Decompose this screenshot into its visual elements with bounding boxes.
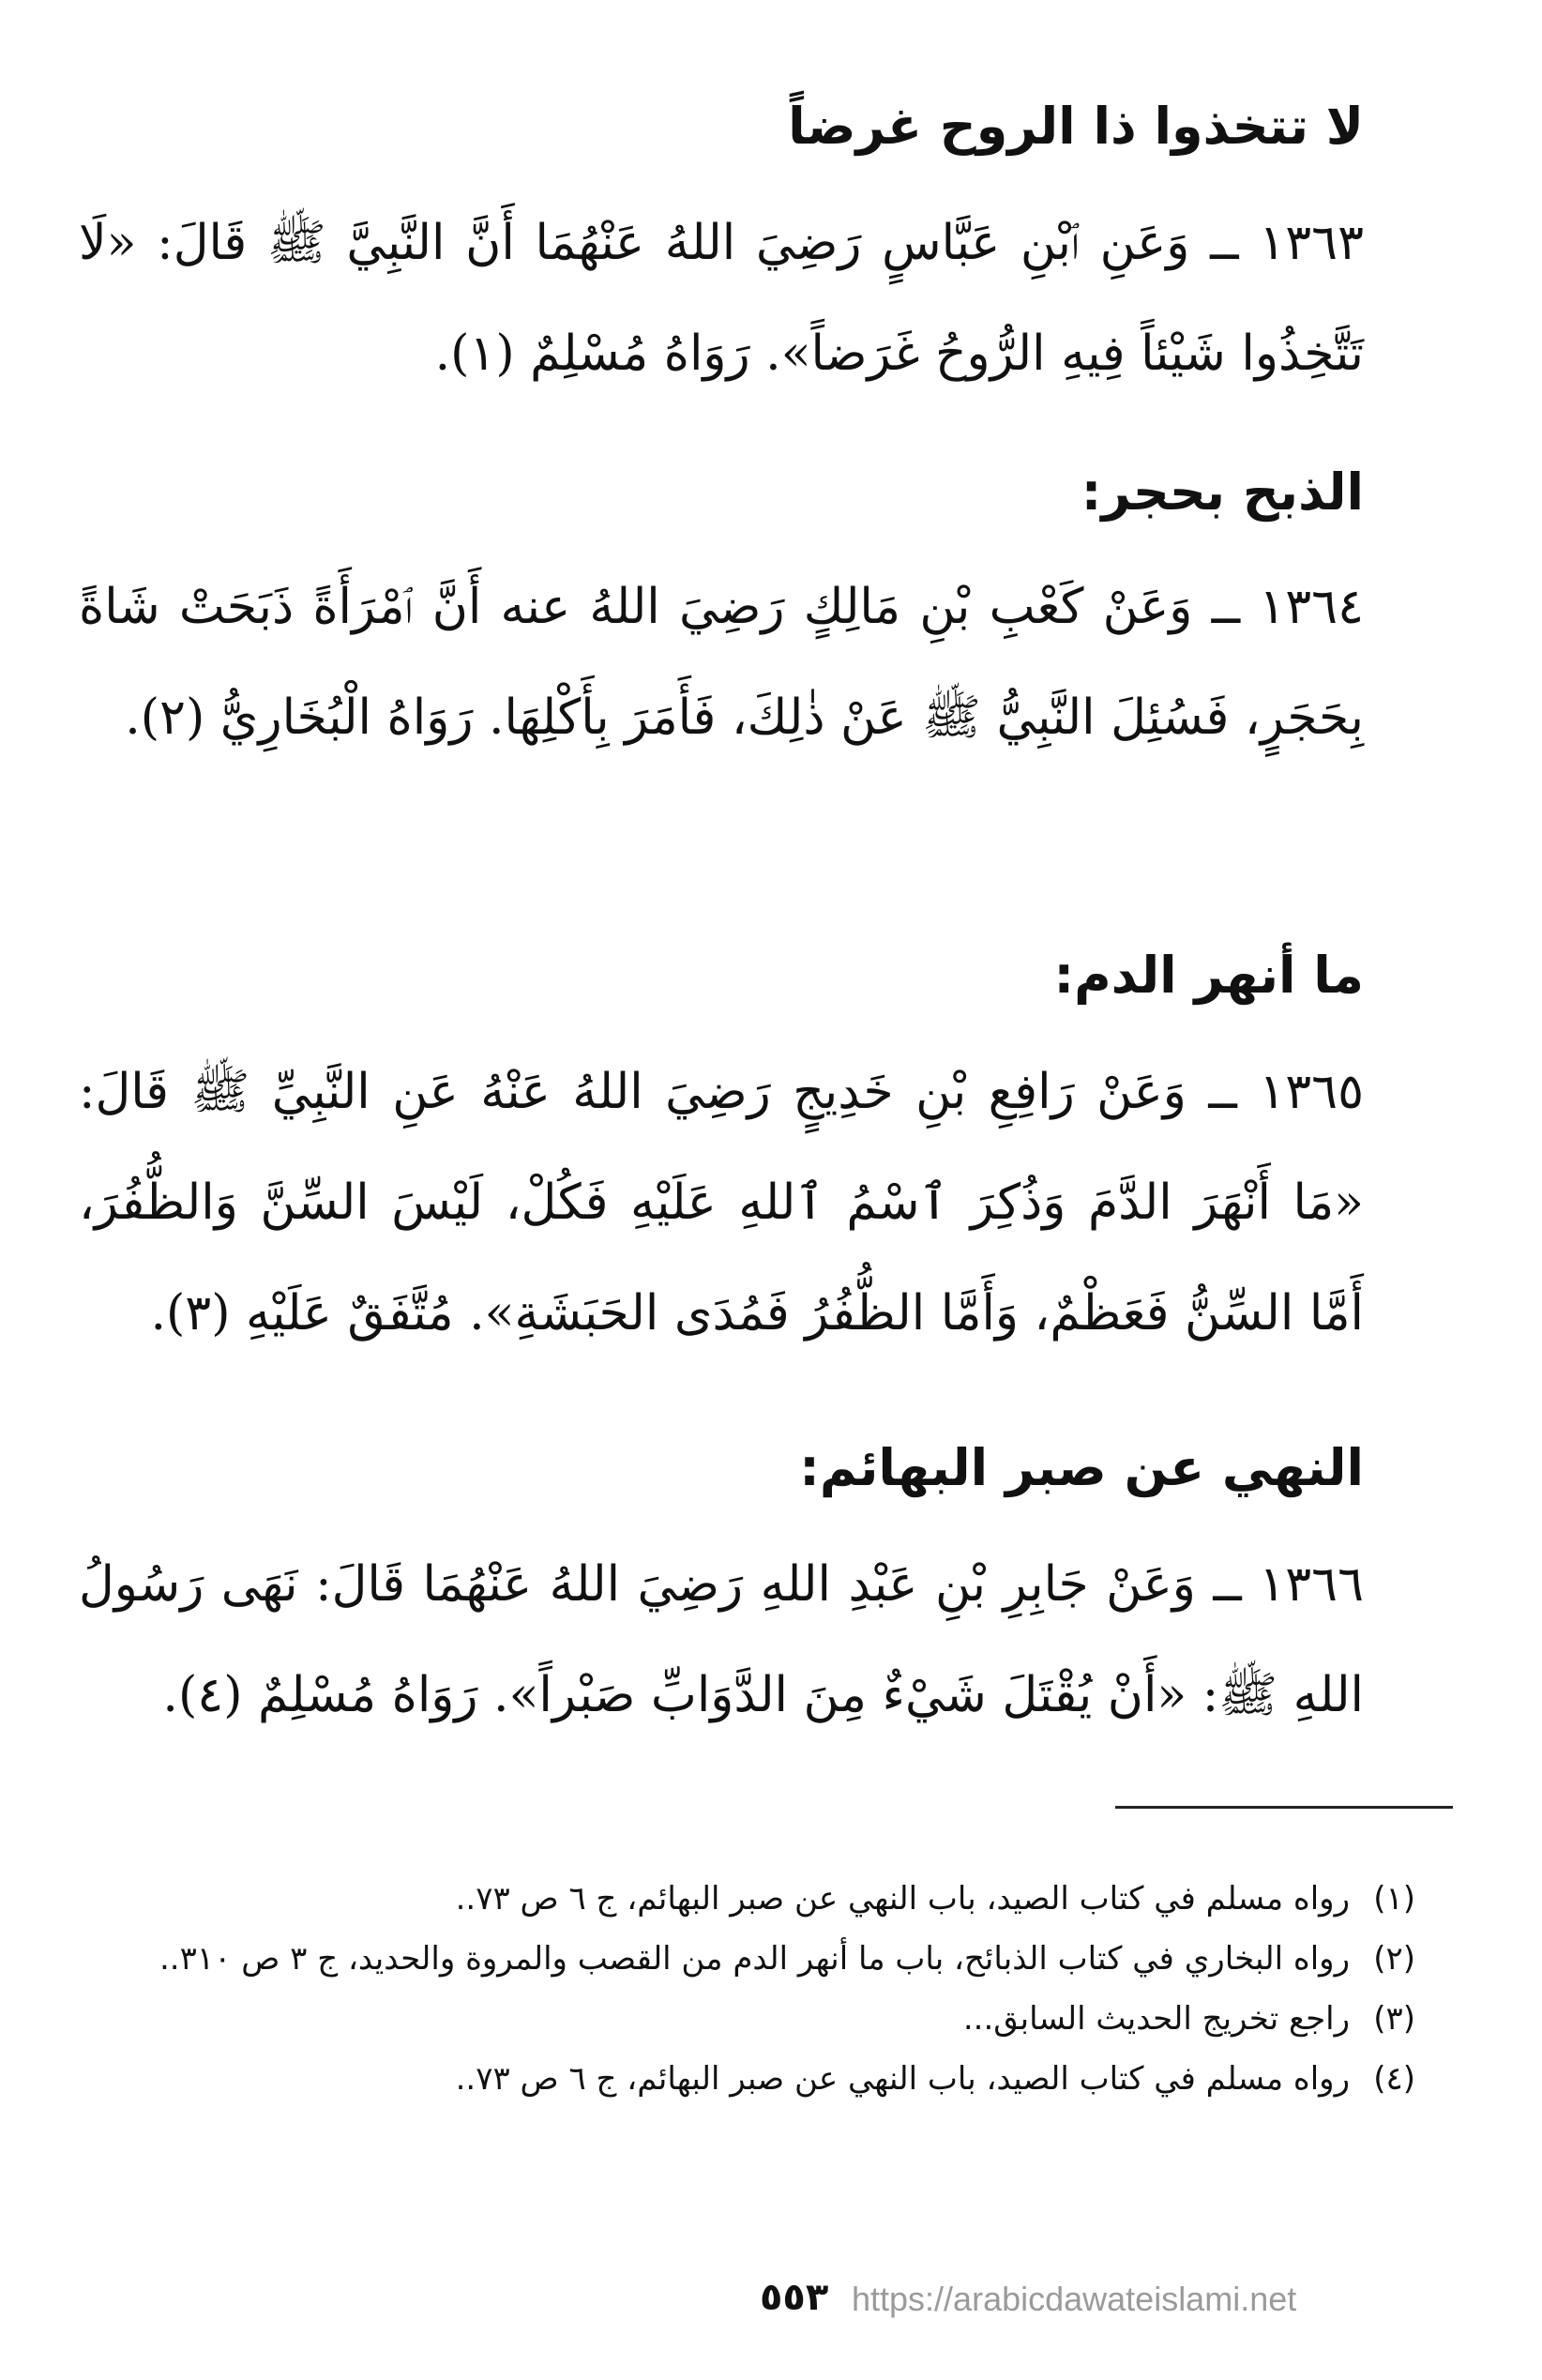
hadith-1364 [79,552,1364,773]
footnote-item [83,1872,1415,1926]
section-heading-slaughter-with-stone: الذبح بحجر: [1081,462,1364,522]
footnote-number: (٣) [1373,2000,1415,2038]
hadith-1363 [79,188,1364,409]
footnote-text: رواه مسلم في كتاب الصيد، باب النهي عن صبر البهائم، ج ٦ ص ٧٣.. [455,2060,1350,2098]
footnote-separator [1115,1806,1453,1809]
hadith-text: ١٣٦٣ ــ وَعَنِ ٱبْنِ عَبَّاسٍ رَضِيَ اللهُ عَنْهُمَا أَنَّ النَّبِيَّ ﷺ قَالَ: «لَا تَتَّخِذُوا شَيْئاً فِيهِ الرُّوحُ غَرَضاً». رَوَاهُ مُسْلِمٌ (١). [79,215,1364,382]
footnote-text: رواه البخاري في كتاب الذبائح، باب ما أنهر الدم من القصب والمروة والحديد، ج ٣ ص ٣١٠.. [159,1940,1350,1978]
hadith-text: ١٣٦٤ ــ وَعَنْ كَعْبِ بْنِ مَالِكٍ رَضِيَ اللهُ عنه أَنَّ ٱمْرَأَةً ذَبَحَتْ شَاةً بِحَجَرٍ، فَسُئِلَ النَّبِيُّ ﷺ عَنْ ذٰلِكَ، فَأَمَرَ بِأَكْلِهَا. رَوَاهُ الْبُخَارِيُّ (٢). [79,579,1364,746]
hadith-text: ١٣٦٥ ــ وَعَنْ رَافِعِ بْنِ خَدِيجٍ رَضِيَ اللهُ عَنْهُ عَنِ النَّبِيِّ ﷺ قَالَ: «مَا أَنْهَرَ الدَّمَ وَذُكِرَ ٱسْمُ ٱللهِ عَلَيْهِ فَكُلْ، لَيْسَ السِّنَّ وَالظُّفُرَ، أَمَّا السِّنُّ فَعَظْمٌ، وَأَمَّا الظُّفُرُ فَمُدَى الحَبَشَةِ». مُتَّفَقٌ عَلَيْهِ (٣). [79,1064,1364,1342]
footnote-number: (١) [1373,1880,1415,1918]
footnote-item [83,1992,1415,2046]
footnotes [83,1872,1415,2112]
footnote-number: (٢) [1373,1940,1415,1978]
footnote-text: رواه مسلم في كتاب الصيد، باب النهي عن صبر البهائم، ج ٦ ص ٧٣.. [455,1880,1350,1918]
page-number: ٥٥٣ [760,2276,829,2319]
footnote-text: راجع تخريج الحديث السابق... [962,2000,1350,2038]
section-heading-forbidding-confinement: النهي عن صبر البهائم: [799,1438,1364,1497]
section-heading-what-spills-blood: ما أنهر الدم: [1053,946,1364,1005]
footnote-item [83,1932,1415,1986]
hadith-1365 [79,1037,1364,1369]
page-footer [0,2272,1542,2328]
footnote-number: (٤) [1373,2060,1415,2098]
hadith-1366 [79,1529,1364,1751]
footnote-item [83,2052,1415,2106]
watermark-url: https://arabicdawateislami.net [852,2280,1297,2318]
section-heading-shooting-targets: لا تتخذوا ذا الروح غرضاً [788,97,1364,156]
hadith-text: ١٣٦٦ ــ وَعَنْ جَابِرِ بْنِ عَبْدِ اللهِ رَضِيَ اللهُ عَنْهُمَا قَالَ: نَهَى رَسُولُ اللهِ ﷺ: «أَنْ يُقْتَلَ شَيْءٌ مِنَ الدَّوَابِّ صَبْراً». رَوَاهُ مُسْلِمٌ (٤). [79,1556,1364,1723]
